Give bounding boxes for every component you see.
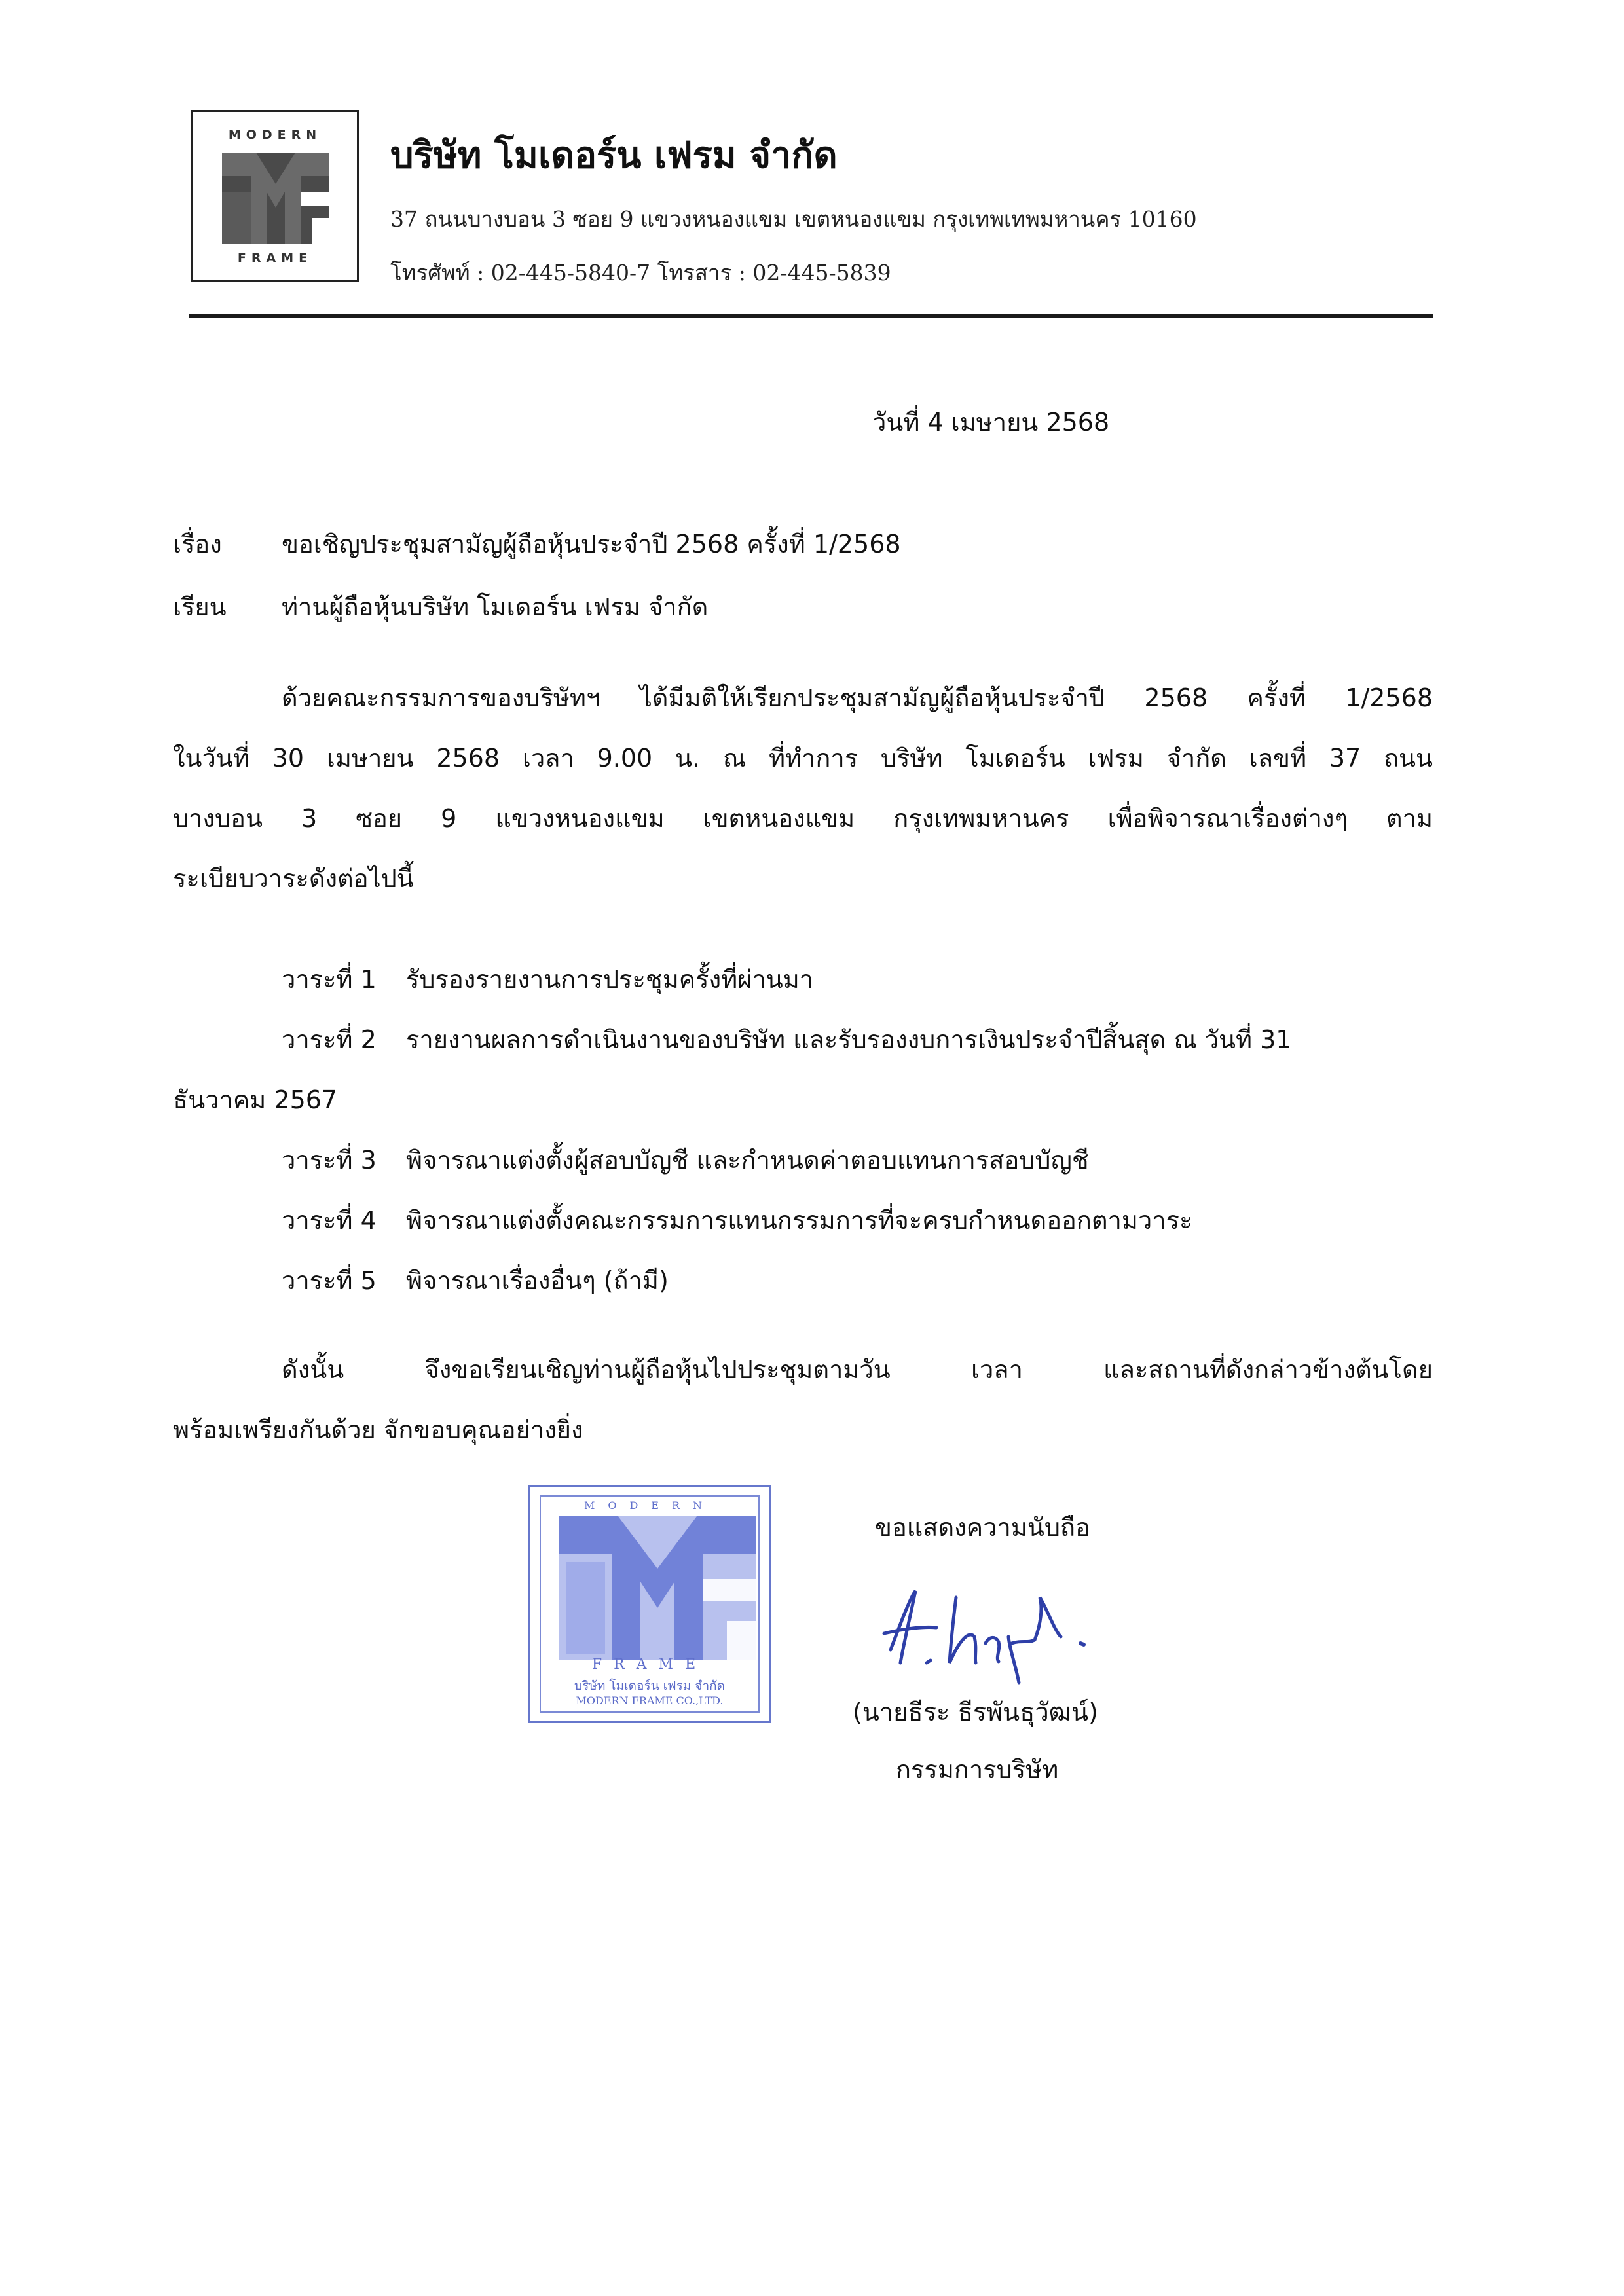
subject-text: ขอเชิญประชุมสามัญผู้ถือหุ้นประจำปี 2568 ครั้งที่ 1/2568: [282, 530, 901, 558]
company-logo: [191, 110, 359, 282]
agenda-item: [173, 1250, 1433, 1311]
agenda-text: พิจารณาแต่งตั้งผู้สอบบัญชี และกำหนดค่าตอบแทนการสอบบัญชี: [406, 1146, 1089, 1175]
paragraph-line: ดังนั้น จึงขอเรียนเชิญท่านผู้ถือหุ้นไปประชุมตามวัน เวลา และสถานที่ดังกล่าวข้างต้นโดย: [282, 1355, 1433, 1384]
stamp-text-top: MODERN: [583, 1499, 716, 1512]
paragraph-line: ด้วยคณะกรรมการของบริษัทฯ ได้มีมติให้เรียกประชุมสามัญผู้ถือหุ้นประจำปี 2568 ครั้งที่ 1/2568: [282, 683, 1433, 712]
paragraph-line: ระเบียบวาระดังต่อไปนี้: [173, 864, 414, 893]
recipient-label: เรียน: [173, 592, 227, 621]
agenda-list: [173, 949, 1433, 1311]
agenda-number: วาระที่ 4: [282, 1206, 377, 1235]
agenda-text: รับรองรายงานการประชุมครั้งที่ผ่านมา: [406, 965, 814, 994]
signer-title: กรรมการบริษัท: [896, 1755, 1059, 1784]
subject-label: เรื่อง: [173, 530, 222, 558]
mf-logo-icon: [222, 153, 329, 244]
signer-name: (นายธีระ ธีรพันธุวัฒน์): [853, 1698, 1098, 1726]
agenda-text: พิจารณาเรื่องอื่นๆ (ถ้ามี): [406, 1266, 669, 1295]
paragraph-line: พร้อมเพรียงกันด้วย จักขอบคุณอย่างยิ่ง: [173, 1415, 583, 1444]
stamp-company-english: MODERN FRAME CO.,LTD.: [576, 1694, 724, 1707]
stamp-company-thai: บริษัท โมเดอร์น เฟรม จำกัด: [574, 1679, 725, 1693]
stamp-frame: [540, 1495, 760, 1713]
company-name: บริษัท โมเดอร์น เฟรม จำกัด: [390, 134, 838, 177]
logo-text-top: MODERN: [228, 128, 322, 142]
handwritten-signature: [864, 1571, 1100, 1689]
intro-paragraph: [173, 668, 1433, 909]
recipient-text: ท่านผู้ถือหุ้นบริษัท โมเดอร์น เฟรม จำกัด: [282, 592, 709, 621]
agenda-number: วาระที่ 3: [282, 1146, 377, 1175]
agenda-item-continuation: ธันวาคม 2567: [173, 1085, 338, 1114]
closing-paragraph: [173, 1339, 1433, 1460]
agenda-item: [173, 1130, 1433, 1190]
agenda-item: [173, 1190, 1433, 1250]
letterhead-divider: [189, 314, 1433, 318]
agenda-text: พิจารณาแต่งตั้งคณะกรรมการแทนกรรมการที่จะครบกำหนดออกตามวาระ: [406, 1206, 1193, 1235]
letter-date: วันที่ 4 เมษายน 2568: [872, 408, 1110, 437]
agenda-item: [173, 949, 1433, 1010]
regards-text: ขอแสดงความนับถือ: [875, 1513, 1090, 1542]
paragraph-line: ในวันที่ 30 เมษายน 2568 เวลา 9.00 น. ณ ที่ทำการ บริษัท โมเดอร์น เฟรม จำกัด เลขที่ 37 ถนน: [173, 744, 1433, 773]
agenda-text: รายงานผลการดำเนินงานของบริษัท และรับรองงบการเงินประจำปีสิ้นสุด ณ วันที่ 31: [406, 1025, 1292, 1054]
agenda-number: วาระที่ 1: [282, 965, 377, 994]
paragraph-line: บางบอน 3 ซอย 9 แขวงหนองแขม เขตหนองแขม กรุงเทพมหานคร เพื่อพิจารณาเรื่องต่างๆ ตาม: [173, 804, 1433, 833]
stamp-text-bottom: FRAME: [591, 1656, 708, 1673]
agenda-item: [173, 1010, 1433, 1070]
logo-text-bottom: FRAME: [237, 251, 313, 265]
company-contact: โทรศัพท์ : 02-445-5840-7 โทรสาร : 02-445-5839: [390, 260, 891, 285]
agenda-number: วาระที่ 5: [282, 1266, 377, 1295]
agenda-number: วาระที่ 2: [282, 1025, 377, 1054]
company-address: 37 ถนนบางบอน 3 ซอย 9 แขวงหนองแขม เขตหนองแขม กรุงเทพเทพมหานคร 10160: [390, 206, 1197, 232]
stamp-logo-icon: [559, 1516, 756, 1660]
company-stamp: [528, 1485, 771, 1723]
